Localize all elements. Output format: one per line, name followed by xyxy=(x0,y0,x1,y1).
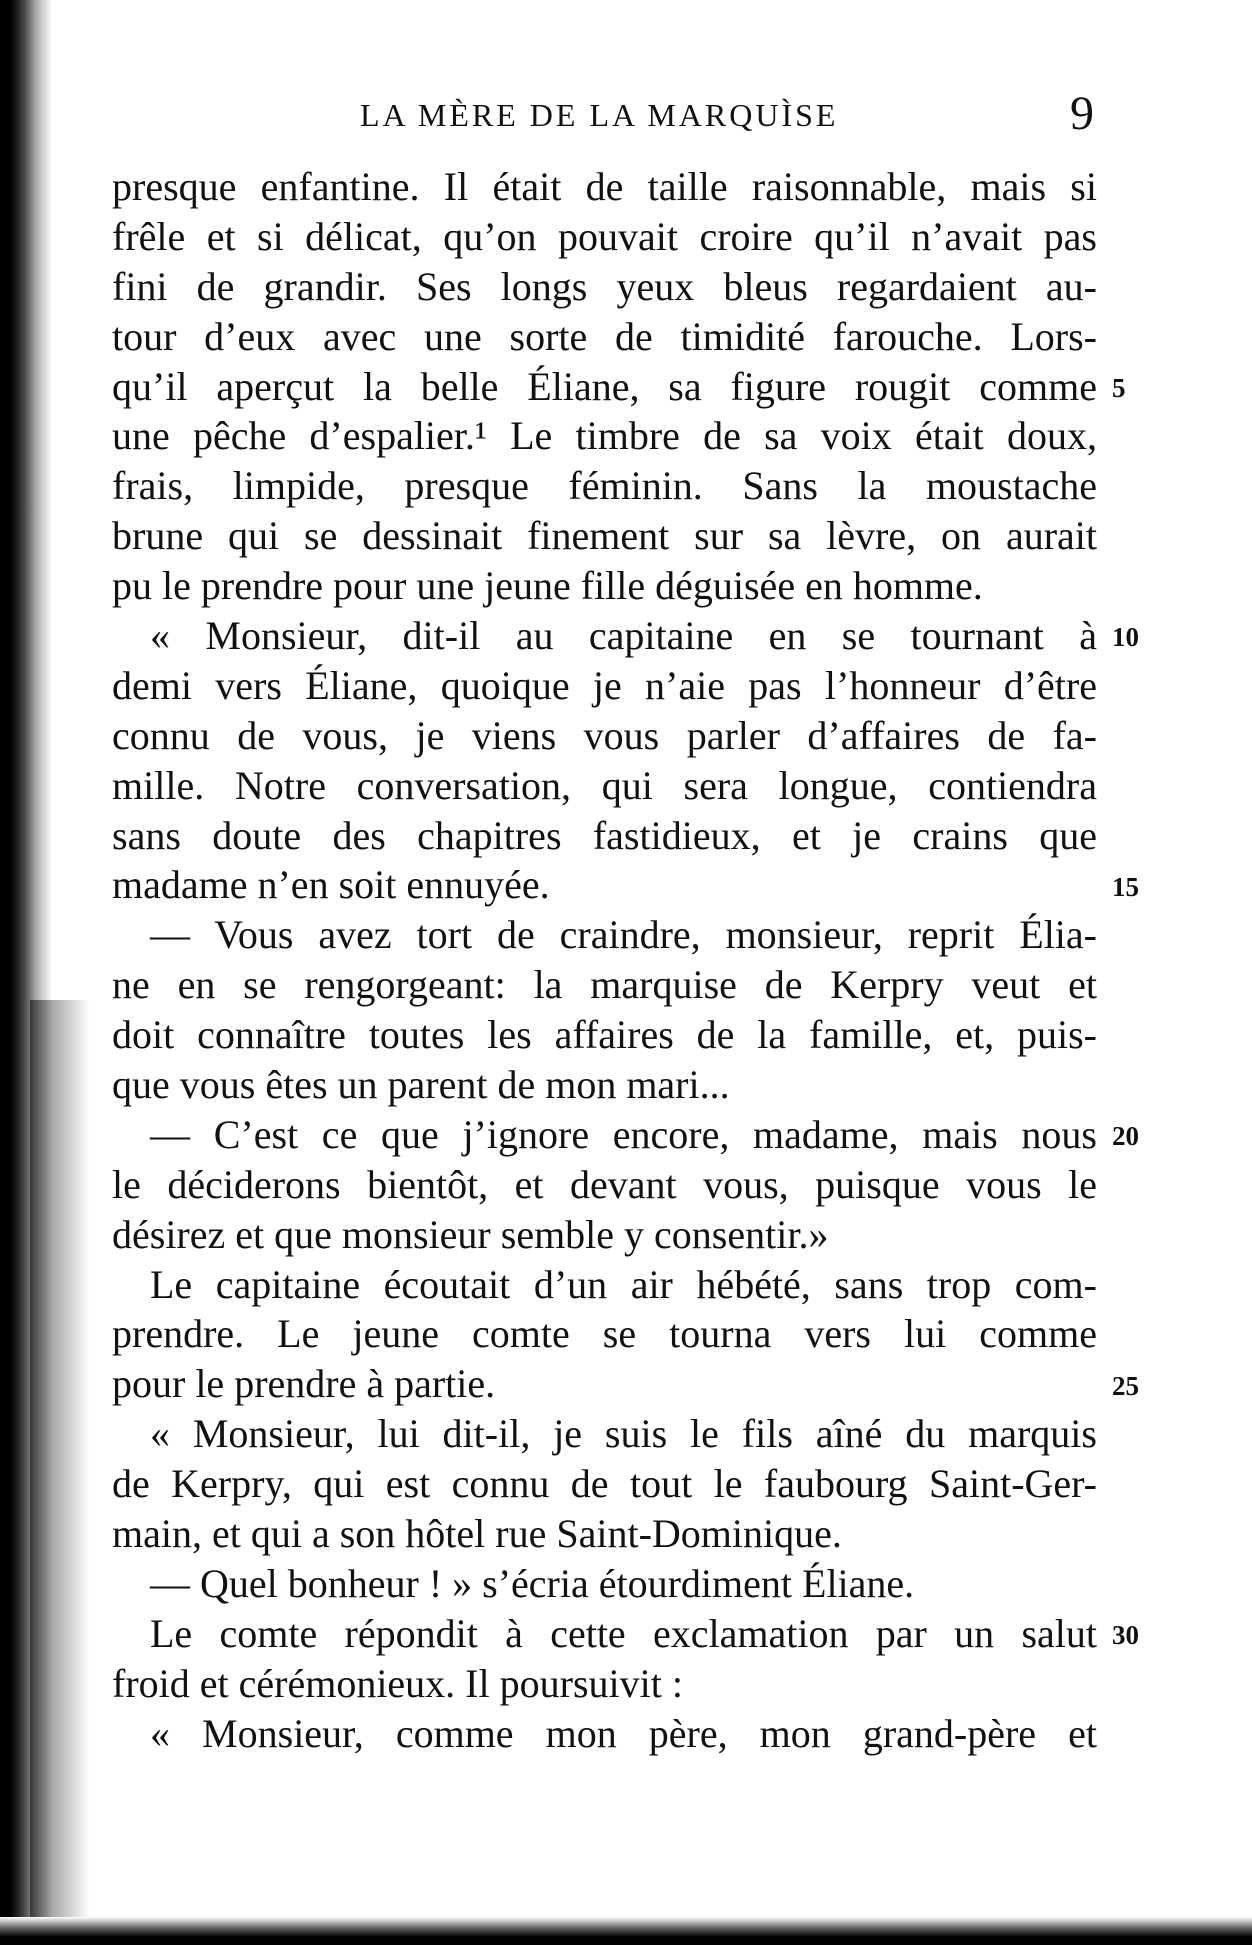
line-number: 25 xyxy=(1112,1371,1139,1401)
text-line: tour d’eux avec une sorte de timidité farouche. Lors- xyxy=(112,313,1097,359)
text-line: le déciderons bientôt, et devant vous, puisque vous le xyxy=(112,1161,1097,1207)
body-text xyxy=(112,162,1097,1759)
text-line: une pêche d’espalier.¹ Le timbre de sa voix était doux, xyxy=(112,413,1097,459)
text-line: désirez et que monsieur semble y consentir.» xyxy=(112,1211,829,1257)
text-line: « Monsieur, lui dit-il, je suis le fils aîné du marquis xyxy=(150,1411,1097,1457)
text-line: — C’est ce que j’ignore encore, madame, mais nous xyxy=(150,1111,1097,1157)
text-line: doit connaître toutes les affaires de la famille, et, puis- xyxy=(112,1012,1097,1058)
text-line: prendre. Le jeune comte se tourna vers lui comme xyxy=(112,1311,1097,1357)
text-line: madame n’en soit ennuyée. xyxy=(112,862,550,908)
text-line: que vous êtes un parent de mon mari... xyxy=(112,1062,730,1108)
text-line: main, et qui a son hôtel rue Saint-Dominique. xyxy=(112,1511,842,1557)
text-line: — Quel bonheur ! » s’écria étourdiment Éliane. xyxy=(150,1560,915,1606)
text-line: mille. Notre conversation, qui sera longue, contiendra xyxy=(112,762,1097,808)
text-line: Le capitaine écoutait d’un air hébété, sans trop com- xyxy=(150,1261,1097,1307)
text-line: de Kerpry, qui est connu de tout le faubourg Saint-Ger- xyxy=(112,1461,1097,1507)
text-line: — Vous avez tort de craindre, monsieur, reprit Élia- xyxy=(150,912,1097,958)
line-number: 20 xyxy=(1112,1121,1139,1151)
line-number: 5 xyxy=(1112,373,1126,403)
text-line: pu le prendre pour une jeune fille déguisée en homme. xyxy=(112,563,983,609)
text-line: demi vers Éliane, quoique je n’aie pas l’honneur d’être xyxy=(112,662,1097,708)
text-line: frêle et si délicat, qu’on pouvait croire qu’il n’avait pas xyxy=(112,213,1097,259)
text-line: ne en se rengorgeant: la marquise de Kerpry veut et xyxy=(112,962,1097,1008)
text-line: « Monsieur, dit-il au capitaine en se tournant à xyxy=(150,613,1097,659)
text-line: Le comte répondit à cette exclamation par un salut xyxy=(150,1610,1097,1656)
line-number: 10 xyxy=(1112,622,1139,652)
page-bottom-edge xyxy=(0,1917,1252,1945)
text-line: pour le prendre à partie. xyxy=(112,1361,496,1407)
text-line: fini de grandir. Ses longs yeux bleus regardaient au- xyxy=(112,263,1097,309)
text-line: froid et cérémonieux. Il poursuivit : xyxy=(112,1660,683,1706)
text-line: qu’il aperçut la belle Éliane, sa figure rougit comme xyxy=(112,363,1097,409)
text-line: frais, limpide, presque féminin. Sans la moustache xyxy=(112,463,1097,509)
text-line: sans doute des chapitres fastidieux, et je crains que xyxy=(112,812,1097,858)
book-spine-shadow-lower xyxy=(30,1000,90,1945)
text-line: brune qui se dessinait finement sur sa lèvre, on aurait xyxy=(112,513,1097,559)
running-header: LA MÈRE DE LA MARQUÌSE xyxy=(360,97,839,133)
line-number: 15 xyxy=(1112,872,1139,902)
text-line: « Monsieur, comme mon père, mon grand-père et xyxy=(150,1710,1097,1756)
page-number: 9 xyxy=(1070,87,1094,140)
text-line: connu de vous, je viens vous parler d’affaires de fa- xyxy=(112,712,1097,758)
line-number: 30 xyxy=(1112,1620,1139,1650)
text-line: presque enfantine. Il était de taille raisonnable, mais si xyxy=(112,164,1097,209)
